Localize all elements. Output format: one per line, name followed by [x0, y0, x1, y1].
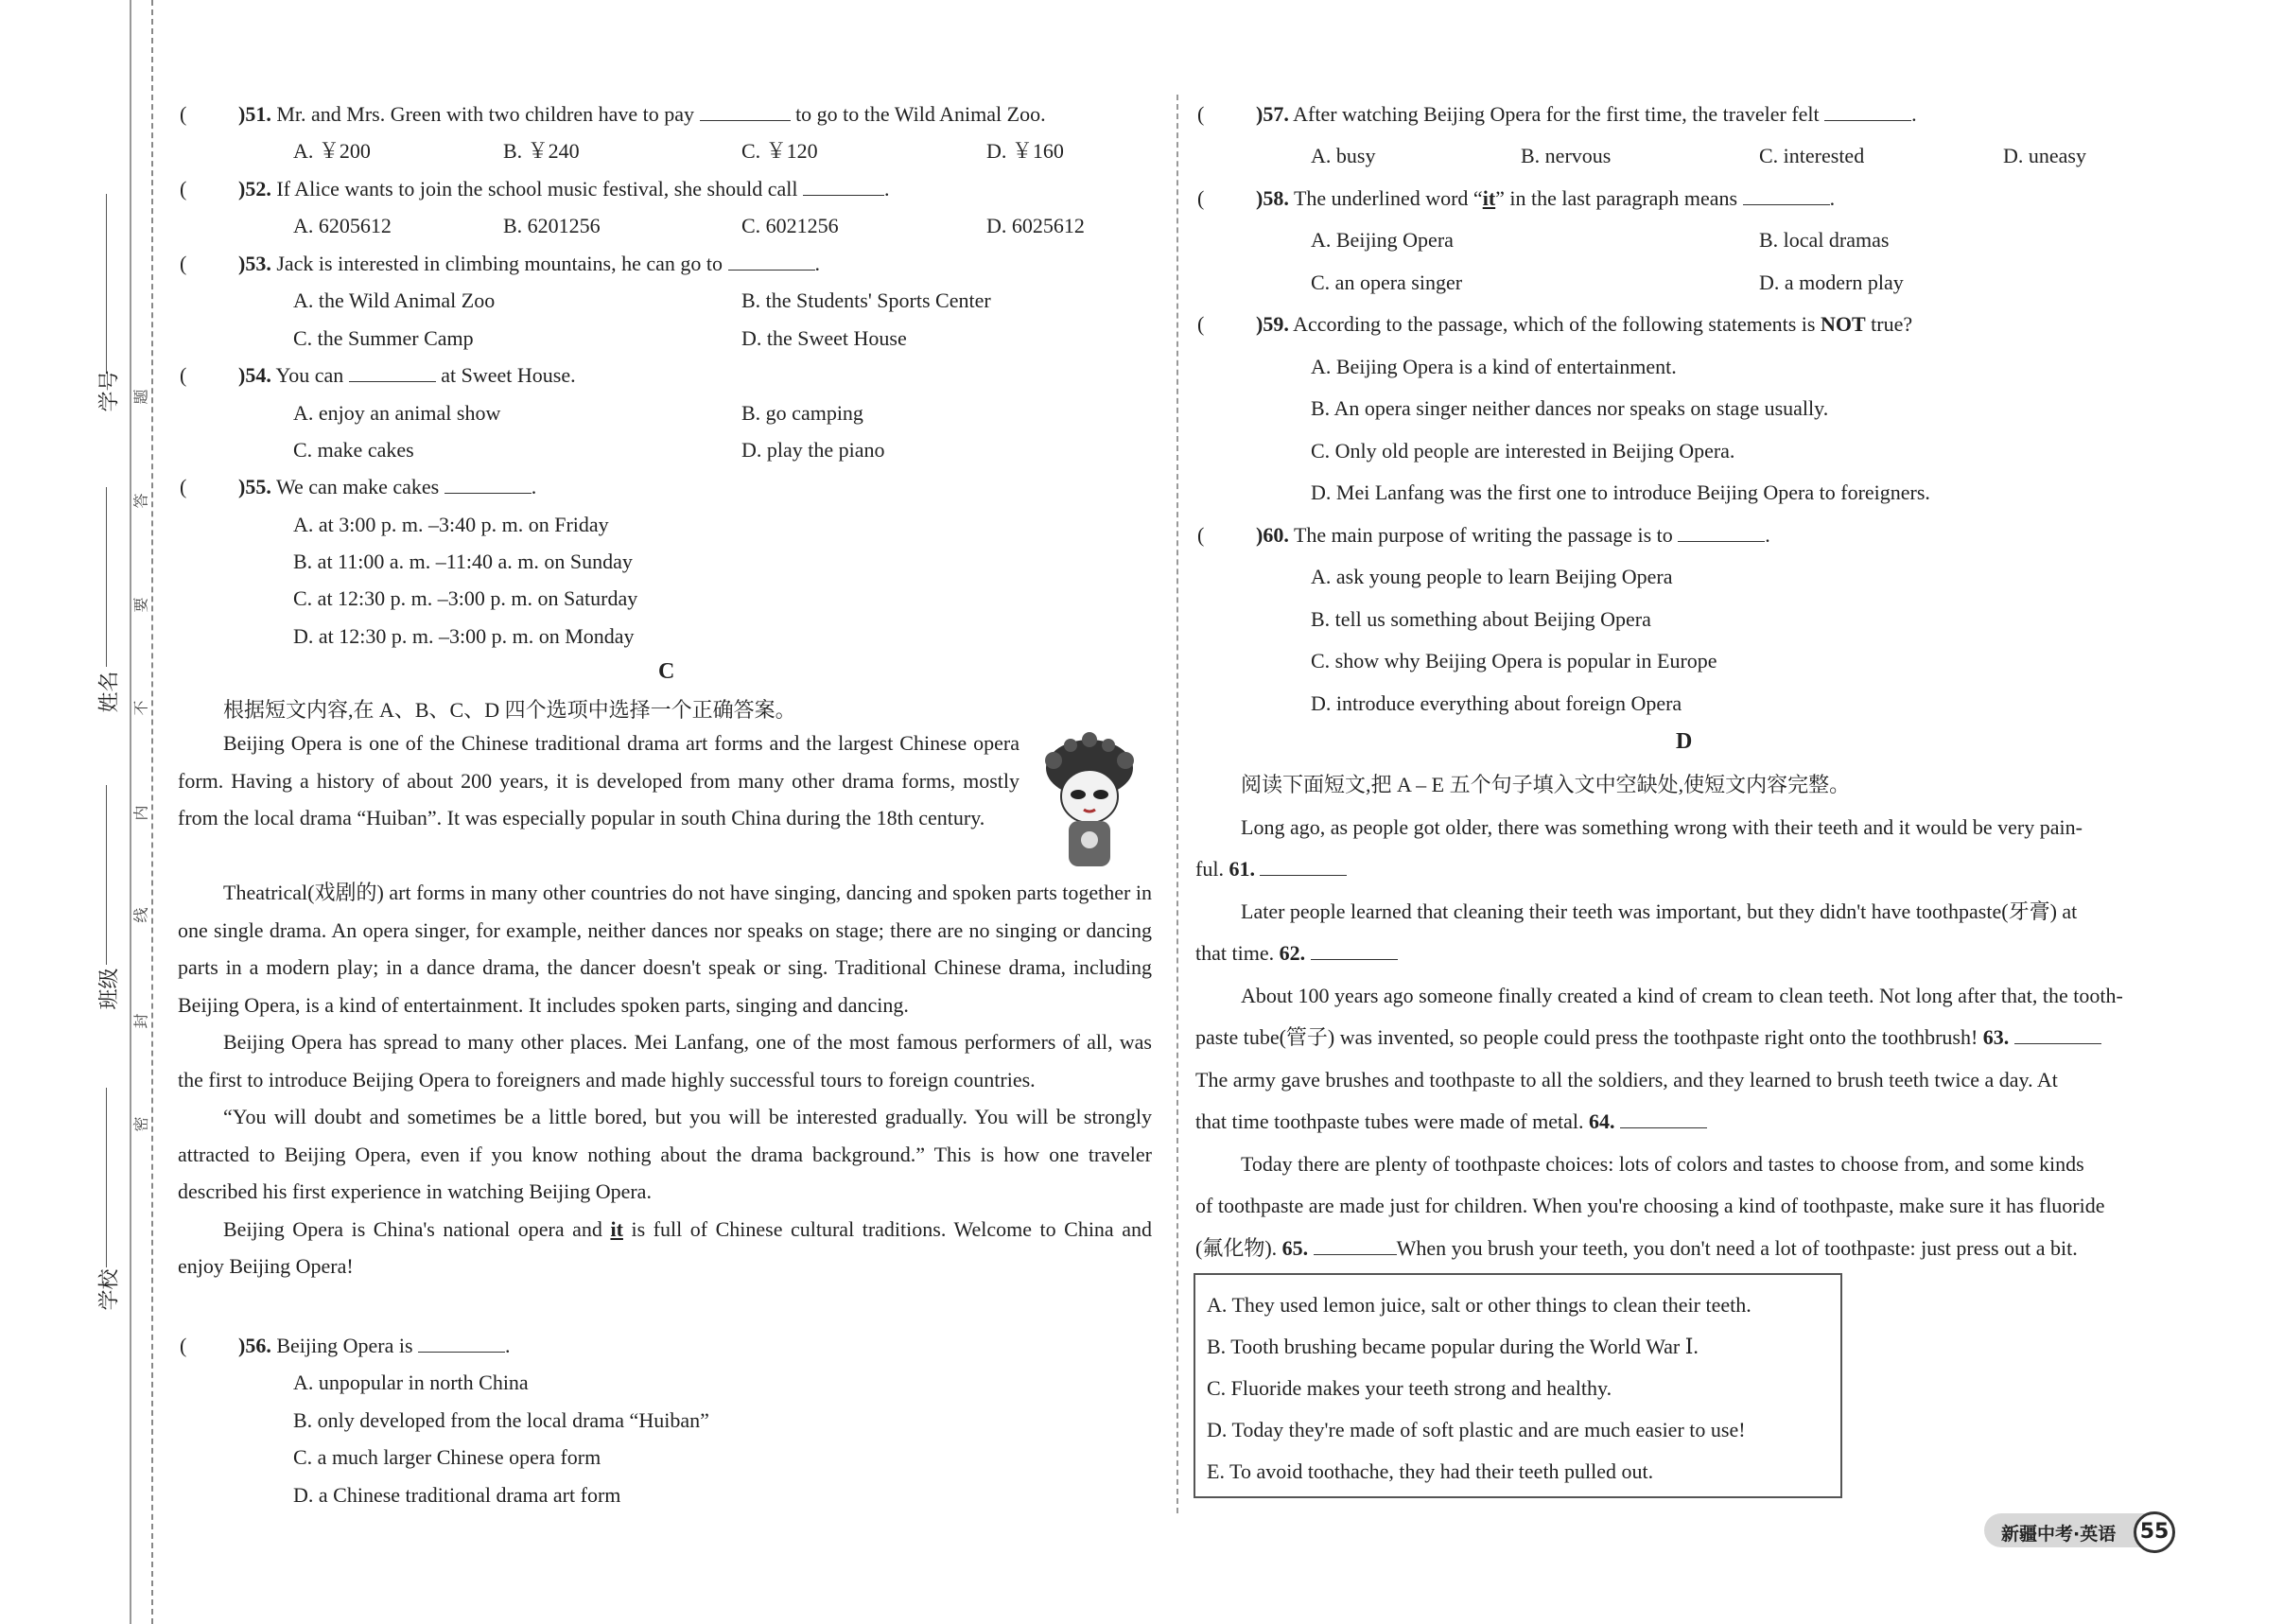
school-line [106, 1088, 107, 1267]
passage-d-line: The army gave brushes and toothpaste to all the soldiers, and they learned to brush teeth twice a day. At [1195, 1068, 2058, 1091]
question-57: ( )57. After watching Beijing Opera for the first time, the traveler felt . [1197, 102, 1917, 126]
seal-char: 答 [133, 493, 150, 509]
option-59d[interactable]: D. Mei Lanfang was the first one to introduce Beijing Opera to foreigners. [1311, 480, 1930, 504]
section-c-title: C [658, 659, 675, 684]
binding-margin [0, 0, 161, 1624]
option-56a[interactable]: A. unpopular in north China [293, 1371, 529, 1394]
option-52a[interactable]: A. 6205612 [293, 214, 392, 237]
option-58c[interactable]: C. an opera singer [1311, 271, 1463, 294]
passage-d-line: Later people learned that cleaning their teeth was important, but they didn't have toothpaste(牙膏) at [1241, 899, 2078, 923]
passage-c-p1-top: Beijing Opera is one of the Chinese traditional drama art forms and the largest Chinese opera form. Having a history of about 200 years, it is developed from many other drama forms, mostly from the local drama “Huiban”. It was especially popular in south China during the 18th century. [178, 731, 1020, 829]
option-52b[interactable]: B. 6201256 [503, 214, 601, 237]
opera-mask-icon [1033, 728, 1146, 870]
option-56c[interactable]: C. a much larger Chinese opera form [293, 1445, 601, 1469]
passage-d-line: ful. 61. [1195, 856, 1347, 882]
sentence-option-c[interactable]: C. Fluoride makes your teeth strong and healthy. [1207, 1376, 1612, 1400]
name-line [106, 487, 107, 667]
option-51d[interactable]: D. ￥160 [986, 139, 1064, 163]
class-line [106, 785, 107, 965]
footer-label: 新疆中考·英语 [2001, 1524, 2117, 1545]
passage-d-line: (氟化物). 65. When you brush your teeth, you don't need a lot of toothpaste: just press out a bit. [1195, 1236, 2078, 1260]
option-53b[interactable]: B. the Students' Sports Center [741, 288, 991, 312]
margin-cut-line [151, 0, 153, 1624]
option-51c[interactable]: C. ￥120 [741, 139, 818, 163]
option-56b[interactable]: B. only developed from the local drama “Huiban” [293, 1408, 709, 1432]
option-59c[interactable]: C. Only old people are interested in Beijing Opera. [1311, 439, 1735, 463]
blank-61[interactable] [1260, 858, 1347, 876]
option-58d[interactable]: D. a modern play [1759, 271, 1904, 294]
option-54b[interactable]: B. go camping [741, 401, 863, 425]
option-60b[interactable]: B. tell us something about Beijing Opera [1311, 607, 1651, 631]
class-label: 班级 [96, 968, 121, 1010]
option-53a[interactable]: A. the Wild Animal Zoo [293, 288, 496, 312]
seal-char: 不 [133, 700, 150, 716]
option-59a[interactable]: A. Beijing Opera is a kind of entertainment. [1311, 355, 1677, 378]
seal-char: 封 [133, 1013, 150, 1029]
option-58b[interactable]: B. local dramas [1759, 228, 1890, 252]
school-label: 学校 [96, 1268, 121, 1311]
seal-char: 内 [133, 805, 150, 821]
passage-d-line: that time toothpaste tubes were made of metal. 64. [1195, 1109, 1707, 1135]
column-divider [1176, 95, 1178, 1513]
blank-62[interactable] [1311, 942, 1398, 960]
option-59b[interactable]: B. An opera singer neither dances nor speaks on stage usually. [1311, 396, 1829, 420]
passage-c-p5: Beijing Opera is China's national opera and it is full of Chinese cultural traditions. Welcome to China and enjoy Beijing Opera! [178, 1216, 1152, 1278]
section-c-instruction: 根据短文内容,在 A、B、C、D 四个选项中选择一个正确答案。 [223, 698, 796, 722]
option-57d[interactable]: D. uneasy [2003, 144, 2086, 167]
option-60d[interactable]: D. introduce everything about foreign Opera [1311, 691, 1682, 715]
blank-63[interactable] [2014, 1026, 2101, 1044]
option-54a[interactable]: A. enjoy an animal show [293, 401, 501, 425]
student-id-label: 学号 [96, 370, 121, 412]
option-60a[interactable]: A. ask young people to learn Beijing Opera [1311, 565, 1673, 588]
question-59: ( )59. According to the passage, which of the following statements is NOT true? [1197, 312, 1913, 336]
passage-d-line: About 100 years ago someone finally created a kind of cream to clean teeth. Not long after that, the tooth- [1241, 984, 2123, 1007]
sentence-option-a[interactable]: A. They used lemon juice, salt or other things to clean their teeth. [1207, 1293, 1751, 1317]
option-55d[interactable]: D. at 12:30 p. m. –3:00 p. m. on Monday [293, 624, 635, 648]
seal-char: 密 [133, 1116, 150, 1132]
sentence-options-box [1194, 1273, 1842, 1498]
question-58: ( )58. The underlined word “it” in the last paragraph means . [1197, 186, 1836, 210]
name-label: 姓名 [96, 671, 121, 713]
passage-c-p4: “You will doubt and sometimes be a little bored, but you will be interested gradually. You will be strongly attracted to Beijing Opera, even if you know nothing about the drama background.” This is how one traveler described his first experience in watching Beijing Opera. [178, 1105, 1152, 1203]
sentence-option-b[interactable]: B. Tooth brushing became popular during the World War Ⅰ. [1207, 1335, 1699, 1358]
section-d-instruction: 阅读下面短文,把 A – E 五个句子填入文中空缺处,使短文内容完整。 [1241, 773, 1851, 796]
passage-c-p2: Theatrical(戏剧的) art forms in many other countries do not have singing, dancing and spoken parts together in one single drama. An opera singer, for example, neither dances nor speaks on stage; there are no singing or dancing parts in a modern play; in a dance drama, the dancer doesn't speak or sing. Traditional Chinese drama, including Beijing Opera, is a kind of entertainment. It includes spoken parts, singing and dancing. [178, 881, 1152, 1017]
option-58a[interactable]: A. Beijing Opera [1311, 228, 1454, 252]
option-54c[interactable]: C. make cakes [293, 438, 414, 462]
blank-65[interactable] [1314, 1237, 1397, 1255]
option-57a[interactable]: A. busy [1311, 144, 1376, 167]
passage-d-line: Long ago, as people got older, there was something wrong with their teeth and it would be very pain- [1241, 815, 2083, 839]
question-52: ( )52. If Alice wants to join the school music festival, she should call . [180, 177, 890, 201]
seal-char: 题 [133, 389, 150, 405]
seal-char: 要 [133, 597, 150, 613]
option-55b[interactable]: B. at 11:00 a. m. –11:40 a. m. on Sunday [293, 550, 633, 573]
option-52d[interactable]: D. 6025612 [986, 214, 1085, 237]
passage-d-line: that time. 62. [1195, 940, 1398, 967]
option-57c[interactable]: C. interested [1759, 144, 1865, 167]
option-55a[interactable]: A. at 3:00 p. m. –3:40 p. m. on Friday [293, 513, 609, 536]
option-51b[interactable]: B. ￥240 [503, 139, 580, 163]
passage-c-body [178, 874, 1152, 1285]
section-d-title: D [1676, 729, 1693, 754]
option-60c[interactable]: C. show why Beijing Opera is popular in Europe [1311, 649, 1717, 672]
question-53: ( )53. Jack is interested in climbing mountains, he can go to . [180, 252, 821, 275]
option-51a[interactable]: A. ￥200 [293, 139, 371, 163]
blank-64[interactable] [1620, 1110, 1707, 1128]
sentence-option-e[interactable]: E. To avoid toothache, they had their teeth pulled out. [1207, 1459, 1654, 1483]
passage-d-line: paste tube(管子) was invented, so people could press the toothpaste right onto the toothbrush! 63. [1195, 1024, 2101, 1051]
option-53d[interactable]: D. the Sweet House [741, 326, 907, 350]
passage-d-line: of toothpaste are made just for children. When you're choosing a kind of toothpaste, make sure it has fluoride [1195, 1194, 2105, 1217]
option-56d[interactable]: D. a Chinese traditional drama art form [293, 1483, 621, 1507]
question-55: ( )55. We can make cakes . [180, 475, 537, 498]
page-number: 55 [2134, 1511, 2175, 1553]
option-53c[interactable]: C. the Summer Camp [293, 326, 474, 350]
question-56: ( )56. Beijing Opera is . [180, 1334, 511, 1357]
option-54d[interactable]: D. play the piano [741, 438, 885, 462]
option-57b[interactable]: B. nervous [1521, 144, 1612, 167]
student-id-line [106, 194, 107, 374]
passage-c-p3: Beijing Opera has spread to many other places. Mei Lanfang, one of the most famous performers of all, was the first to introduce Beijing Opera to foreigners and made highly successful tours to foreign countries. [178, 1030, 1152, 1091]
question-51: ( )51. Mr. and Mrs. Green with two children have to pay to go to the Wild Animal Zoo. [180, 102, 1046, 126]
sentence-option-d[interactable]: D. Today they're made of soft plastic and are much easier to use! [1207, 1418, 1746, 1441]
question-60: ( )60. The main purpose of writing the passage is to . [1197, 523, 1770, 547]
question-54: ( )54. You can at Sweet House. [180, 363, 576, 387]
option-55c[interactable]: C. at 12:30 p. m. –3:00 p. m. on Saturday [293, 586, 638, 610]
option-52c[interactable]: C. 6021256 [741, 214, 839, 237]
passage-d-line: Today there are plenty of toothpaste choices: lots of colors and tastes to choose from, and some kinds [1241, 1152, 2084, 1176]
footer-badge [1984, 1513, 2171, 1547]
seal-char: 线 [133, 907, 150, 923]
